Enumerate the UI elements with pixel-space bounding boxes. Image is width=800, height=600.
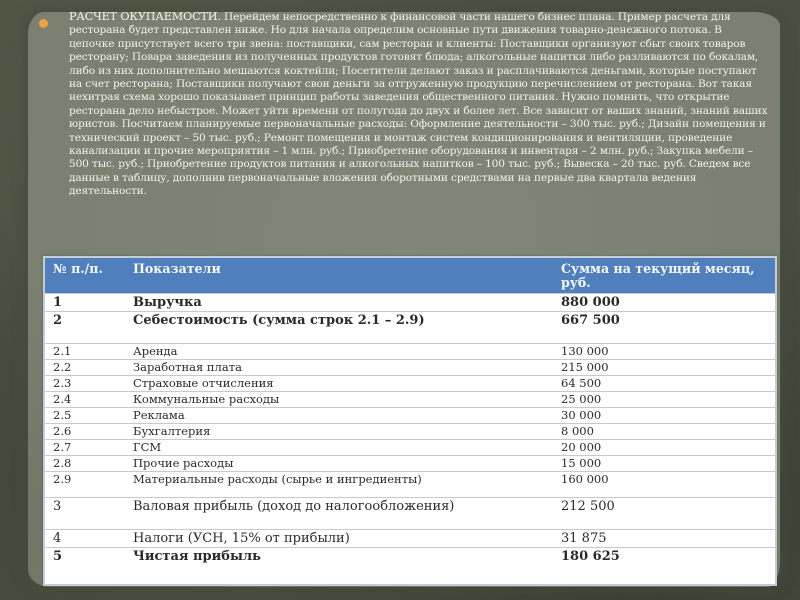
row-num: 1 <box>45 294 125 312</box>
row-indicator: Валовая прибыль (доход до налогообложения) <box>125 498 553 530</box>
table-row <box>45 360 775 376</box>
header-num: № п./п. <box>45 258 125 294</box>
row-indicator: Коммунальные расходы <box>125 392 553 408</box>
row-indicator: Налоги (УСН, 15% от прибыли) <box>125 530 553 548</box>
row-indicator: Прочие расходы <box>125 456 553 472</box>
table-row <box>45 344 775 360</box>
table-row <box>45 424 775 440</box>
row-amount: 667 500 <box>553 312 775 344</box>
table-row <box>45 498 775 530</box>
intro-paragraph <box>69 10 769 199</box>
row-num: 2.4 <box>45 392 125 408</box>
table-row <box>45 530 775 548</box>
table-row <box>45 440 775 456</box>
row-amount: 20 000 <box>553 440 775 456</box>
row-amount: 880 000 <box>553 294 775 312</box>
row-amount: 212 500 <box>553 498 775 530</box>
table-row <box>45 312 775 344</box>
row-num: 2.3 <box>45 376 125 392</box>
row-num: 2.5 <box>45 408 125 424</box>
table-row <box>45 472 775 498</box>
header-indicator: Показатели <box>125 258 553 294</box>
row-amount: 130 000 <box>553 344 775 360</box>
row-indicator: Заработная плата <box>125 360 553 376</box>
row-indicator: Аренда <box>125 344 553 360</box>
row-num: 2.2 <box>45 360 125 376</box>
row-num: 4 <box>45 530 125 548</box>
row-num: 2 <box>45 312 125 344</box>
table-row <box>45 376 775 392</box>
table-row <box>45 392 775 408</box>
row-amount: 25 000 <box>553 392 775 408</box>
row-indicator: Бухгалтерия <box>125 424 553 440</box>
row-indicator: ГСМ <box>125 440 553 456</box>
row-amount: 180 625 <box>553 548 775 566</box>
row-amount: 8 000 <box>553 424 775 440</box>
table-header-row <box>45 258 775 294</box>
table-row <box>45 548 775 566</box>
bullet-icon <box>39 19 48 28</box>
row-num: 3 <box>45 498 125 530</box>
row-amount: 31 875 <box>553 530 775 548</box>
row-num: 2.1 <box>45 344 125 360</box>
row-amount: 160 000 <box>553 472 775 498</box>
row-indicator: Себестоимость (сумма строк 2.1 – 2.9) <box>125 312 553 344</box>
row-num: 2.8 <box>45 456 125 472</box>
table-row <box>45 294 775 312</box>
row-indicator: Выручка <box>125 294 553 312</box>
header-amount: Сумма на текущий месяц, руб. <box>553 258 775 294</box>
row-indicator: Чистая прибыль <box>125 548 553 566</box>
row-amount: 215 000 <box>553 360 775 376</box>
table-row <box>45 408 775 424</box>
row-num: 2.7 <box>45 440 125 456</box>
row-indicator: Реклама <box>125 408 553 424</box>
table-row <box>45 456 775 472</box>
row-num: 5 <box>45 548 125 566</box>
payback-table <box>43 256 777 586</box>
row-num: 2.6 <box>45 424 125 440</box>
row-indicator: Материальные расходы (сырье и ингредиенты) <box>125 472 553 498</box>
row-amount: 30 000 <box>553 408 775 424</box>
intro-lead: РАСЧЕТ ОКУПАЕМОСТИ. <box>69 10 221 23</box>
row-num: 2.9 <box>45 472 125 498</box>
row-amount: 64 500 <box>553 376 775 392</box>
row-indicator: Страховые отчисления <box>125 376 553 392</box>
row-amount: 15 000 <box>553 456 775 472</box>
intro-text: Перейдем непосредственно к финансовой части нашего бизнес плана. Пример расчета для ресторана будет представлен ниже. Но для начала определим основные пути движения товарно-денежного потока. В цепочке присутствует всего три звена: поставщики, сам ресторан и клиенты: Поставщики организуют сбыт своих товаров ресторану; Повара заведения из полученных продуктов готовят блюда; алкогольные напитки либо разливаются по бокалам, либо из них дополнительно мешаются коктейли; Посетители делают заказ и расплачиваются деньгами, которые поступают на счет ресторана; Поставщики получают свои деньги за отгруженную продукцию перечислением от ресторана. Вот такая нехитрая схема хорошо показывает принцип работы заведения общественного питания. Нужно помнить, что открытие ресторана дело небыстрое. Может уйти времени от полугода до двух и более лет. Все зависит от ваших знаний, знаний ваших юристов. Посчитаем планируемые первоначальные расходы: Оформление деятельности – 300 тыс. руб.; Дизайн помещения и технический проект – 50 тыс. руб.; Ремонт помещения и монтаж систем кондиционирования и вентиляции, проведение канализации и прочие мероприятия – 1 млн. руб.; Приобретение оборудования и инвентаря – 2 млн. руб.; Закупка мебели – 500 тыс. руб.; Приобретение продуктов питания и алкогольных напитков – 100 тыс. руб.; Вывеска – 20 тыс. руб. Сведем все данные в таблицу, дополнив первоначальные вложения оборотными средствами на первые два квартала ведения деятельности. <box>69 11 768 198</box>
